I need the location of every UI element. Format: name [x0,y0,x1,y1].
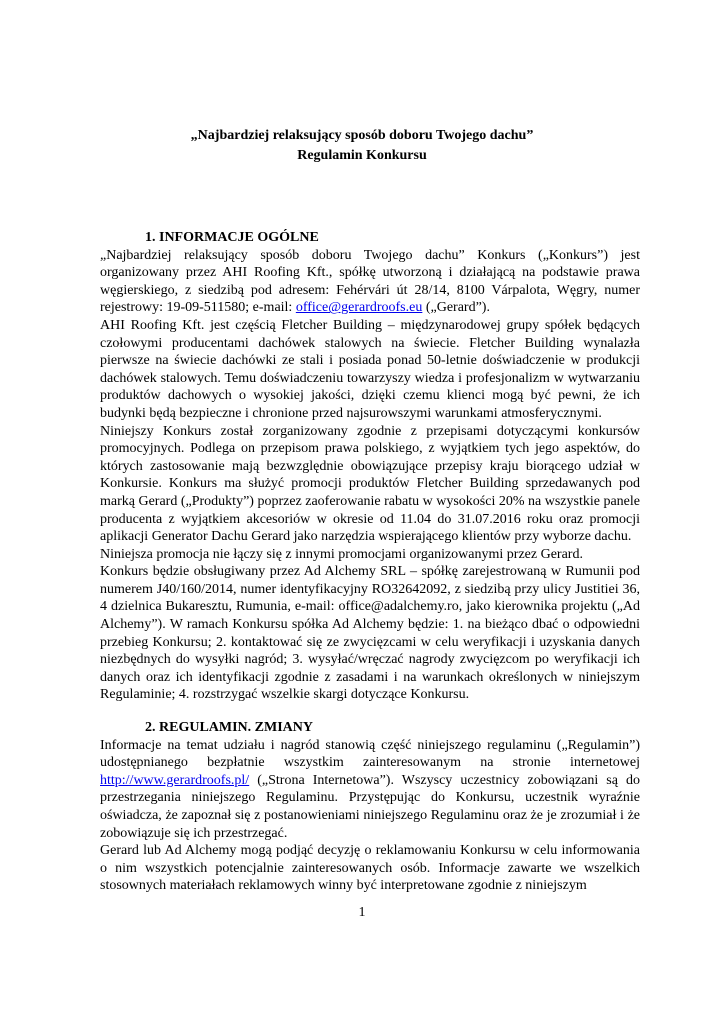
section-2-p1-text: Informacje na temat udziału i nagród stanowią część niniejszego regulaminu („Regulamin”) udostępnianego bezpłatnie wszystkim zainteresowanym na stronie internetowej [100,737,640,771]
document-title [0,126,724,166]
page-number: 1 [358,905,366,920]
section-2-heading: 2. REGULAMIN. ZMIANY [145,720,313,735]
title-line-1: „Najbardziej relaksujący sposób doboru Twojego dachu” [190,128,534,143]
section-1-paragraph-2: AHI Roofing Kft. jest częścią Fletcher Building – międzynarodowej grupy spółek będących czołowymi producentami dachówek stalowych na świecie. Fletcher Building wynalazła pierwsze na świecie dachówki ze stali i posiada ponad 50-letnie doświadczenie w produkcji dachówek stalowych. Temu doświadczeniu towarzyszy wiedza i profesjonalizm w wytwarzaniu produktów dachowych o wysokiej jakości, dzięki czemu klienci mogą być pewni, że ich budynki będą bezpieczne i chronione przed najsurowszymi warunkami atmosferycznymi. [100,317,640,421]
section-1-p1-text: „Najbardziej relaksujący sposób doboru Twojego dachu” Konkurs („Konkurs”) jest organizowany przez AHI Roofing Kft., spółkę utworzoną i działającą na podstawie prawa węgierskiego, z siedzibą pod adresem: Fehérvári út 28/14, 8100 Várpalota, Węgry, numer rejestrowy: 19-09-511580; e-mail: [100,247,640,316]
section-1-paragraph-3: Niniejszy Konkurs został zorganizowany zgodnie z przepisami dotyczącymi konkursów promocyjnych. Podlega on przepisom prawa polskiego, z wyjątkiem tych jego aspektów, do których zastosowanie mają bezwzględnie obowiązujące przepisy kraju biorącego udział w Konkursie. Konkurs ma służyć promocji produktów Fletcher Building sprzedawanych pod marką Gerard („Produkty”) poprzez zaoferowanie rabatu w wysokości 20% na wszystkie panele producenta z wyjątkiem akcesoriów w okresie od 11.04 do 31.07.2016 roku oraz promocji aplikacji Generator Dachu Gerard jako narzędzia wspierającego klientów przy wyborze dachu. [100,423,640,545]
section-1-heading: 1. INFORMACJE OGÓLNE [145,230,319,245]
section-2-paragraph-1 [100,737,640,843]
organizer-email-link[interactable]: office@gerardroofs.eu [295,300,423,316]
website-link[interactable]: http://www.gerardroofs.pl/ [100,772,250,788]
section-general-information [100,229,640,704]
title-line-2: Regulamin Konkursu [297,148,427,163]
section-rules-changes [100,719,640,895]
section-2-paragraph-2: Gerard lub Ad Alchemy mogą podjąć decyzję o reklamowaniu Konkursu w celu informowania o nim wszystkich potencjalnie zainteresowanych osób. Informacje zawarte we wszelkich stosownych materiałach reklamowych winny być interpretowane zgodnie z niniejszym [100,843,640,894]
section-1-paragraph-5: Konkurs będzie obsługiwany przez Ad Alchemy SRL – spółkę zarejestrowaną w Rumunii pod numerem J40/160/2014, numer identyfikacyjny RO32642092, z siedzibą przy ulicy Justitiei 36, 4 dzielnica Bukaresztu, Rumunia, e-mail: office@adalchemy.ro, jako kierownika projektu („Ad Alchemy”). W ramach Konkursu spółka Ad Alchemy będzie: 1. na bieżąco dbać o odpowiedni przebieg Konkursu; 2. kontaktować się ze zwycięzcami w celu weryfikacji i uzyskania danych niezbędnych do wysyłki nagród; 3. wysyłać/wręczać nagrody zwycięzcom po weryfikacji ich danych oraz ich identyfikacji zgodnie z zasadami i na warunkach określonych w niniejszym Regulaminie; 4. rozstrzygać wszelkie skargi dotyczące Konkursu. [100,564,640,703]
section-1-paragraph-1 [100,247,640,317]
section-1-paragraph-4: Niniejsza promocja nie łączy się z innymi promocjami organizowanymi przez Gerard. [100,546,583,562]
section-2-p1-tail: („Strona Internetowa”). Wszyscy uczestnicy zobowiązani są do przestrzegania niniejszego Regulaminu. Przystępując do Konkursu, uczestnik wyraźnie oświadcza, że zapoznał się z postanowieniami niniejszego Regulaminu oraz że je zrozumiał i że zobowiązuje się ich przestrzegać. [100,772,640,841]
section-1-p1-tail: („Gerard”). [422,300,490,316]
